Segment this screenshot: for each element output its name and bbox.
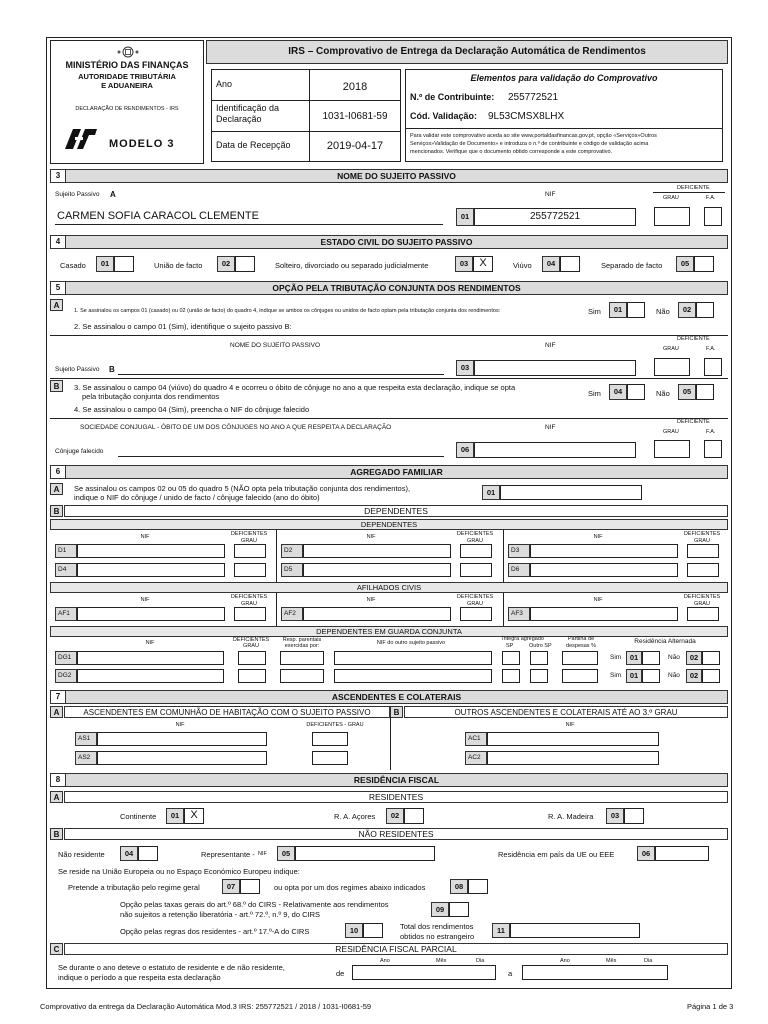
madeira-label: R. A. Madeira [548,812,594,821]
s5-grau-label-2: GRAU [663,429,679,435]
s8-code-11: 11 [492,923,510,938]
nao-residente-label: Não residente [58,850,105,859]
casado-checkbox[interactable] [114,256,134,272]
s3-fa-field[interactable] [704,207,722,226]
af-nif-field[interactable] [77,607,225,621]
section-7-header [50,690,728,704]
s5-b-sim-label: Sim [588,389,601,398]
dep-grau-header-3: GRAU [694,538,710,544]
regras-residentes-checkbox[interactable] [363,923,383,938]
dg-outro-sp-checkbox[interactable] [530,669,548,683]
representante-nif-small: NIF [258,851,267,857]
dep-nif-header-3: NIF [593,534,603,540]
s7-a-title: ASCENDENTES EM COMUNHÃO DE HABITAÇÃO COM O SUJEITO PASSIVO [64,706,390,718]
section-6-number: 6 [51,466,66,478]
section-6-header [50,465,728,479]
nao-residente-checkbox[interactable] [138,846,158,861]
s5-fa-label-2: F.A. [706,429,716,435]
sujeito-passivo-b-label: Sujeito Passivo [55,366,100,373]
s3-grau-label: GRAU [663,195,679,201]
section-5-header [50,281,728,295]
s5-sim-label: Sim [588,307,601,316]
guarda-conjunta-title: DEPENDENTES EM GUARDA CONJUNTA [50,626,728,637]
s7-b-title: OUTROS ASCENDENTES E COLATERAIS ATÉ AO 3.º GRAU [404,706,728,718]
dg-sim-label: Sim [610,672,622,679]
model-label: MODELO 3 [109,138,175,150]
ano-value: 2018 [342,81,368,93]
dependentes-subtitle: DEPENDENTES [50,519,728,530]
document-title: IRS – Comprovativo de Entrega da Declaração Automática de Rendimentos [288,46,646,57]
s5-a1-text: 1. Se assinalou os campos 01 (casado) ou 02 (união de facto) do quadro 4, indique se ambos os cônjuges ou unidos de facto optam pela tributação conjunta dos rendimentos: [74,308,501,314]
s4-code-03: 03 [455,256,473,272]
s5-grau-label: GRAU [663,346,679,352]
dep-def-header-3: DEFICIENTES [683,531,721,537]
s5-subsection-b: B [50,380,63,392]
section-4-number: 4 [51,236,66,248]
footer-left: Comprovativo da entrega da Declaração Automática Mod.3 IRS: 255772521 / 2018 / 1031-I0681-59 [40,1002,372,1011]
s5-b-nao-label: Não [656,389,670,398]
af-code: AF3 [508,607,530,621]
s5-sociedade-label: SOCIEDADE CONJUGAL - ÓBITO DE UM DOS CÔNJUGES NO ANO A QUE RESPEITA A DECLARAÇÃO [80,424,392,431]
af-code: AF2 [281,607,303,621]
dg-resp-header-2: exercidas por: [284,643,320,649]
af-grau-field[interactable] [460,607,492,621]
s6-a-text-2: indique o NIF do cônjuge / unido de facto / cônjuge falecido (ano do óbito) [74,493,320,502]
section-5-title: OPÇÃO PELA TRIBUTAÇÃO CONJUNTA DOS RENDIMENTOS [272,283,521,293]
s4-code-02: 02 [217,256,235,272]
section-3-number: 3 [51,170,66,182]
dg-nif-header: NIF [145,640,155,646]
dep-grau-field[interactable] [234,563,266,577]
taxas-gerais-checkbox[interactable] [449,902,469,917]
viuvo-label: Viúvo [513,261,532,270]
s8-code-06: 06 [637,846,655,861]
s5-grau-field-2[interactable] [654,440,690,458]
s4-code-05: 05 [676,256,694,272]
section-4-title: ESTADO CIVIL DO SUJEITO PASSIVO [320,237,473,247]
dg-nao-checkbox[interactable] [702,651,720,665]
periodo-de-mes-label: Mês [436,958,447,964]
madeira-checkbox[interactable] [624,808,644,824]
dep-nif-field[interactable] [303,544,451,558]
separado-label: Separado de facto [601,261,663,270]
residencia-parcial-text-2: indique o período a que respeita esta declaração [58,973,221,982]
s8-code-05: 05 [277,846,295,861]
dg-resp-field[interactable] [280,669,324,683]
authority-line-1: AUTORIDADE TRIBUTÁRIA [78,72,176,81]
dg-partilha-header-1: Partilha de [567,636,595,642]
s6-code-01: 01 [482,485,500,500]
dep-code: D3 [508,544,530,558]
af-nif-header-3: NIF [593,597,603,603]
viuvo-checkbox[interactable] [560,256,580,272]
dg-nif-outro-field[interactable] [334,669,492,683]
opcao-taxas-text-2: não sujeitos a retenção liberatória - art.º 72.º, n.º 9, do CIRS [120,910,320,919]
af-col-divider [276,593,277,626]
uniao-facto-label: União de facto [154,261,203,270]
as-code: AS2 [75,751,97,765]
ac-nif-field[interactable] [487,732,659,746]
dg-nif-outro-header: NIF do outro sujeito passivo [376,640,446,646]
s3-nif-label: NIF [545,191,556,198]
ac-code: AC1 [465,732,487,746]
header-logo-block [50,40,204,164]
s5-nome-sp-label: NOME DO SUJEITO PASSIVO [230,342,321,349]
dep-nif-header-1: NIF [140,534,150,540]
s3-code-01: 01 [456,208,474,226]
s4-code-04: 04 [542,256,560,272]
s5-code-03: 03 [456,360,474,376]
s5-a2-text: 2. Se assinalou o campo 01 (Sim), identifique o sujeito passivo B: [74,322,292,331]
s4-code-01: 01 [96,256,114,272]
af-nif-field[interactable] [530,607,678,621]
residencia-parcial-text-1: Se durante o ano deteve o estatuto de residente e de não residente, [58,963,285,972]
representante-label: Representante - [201,850,255,859]
validation-code-label: Cód. Validação: [410,111,478,121]
ministry-name: MINISTÉRIO DAS FINANÇAS [65,60,189,70]
section-7-title: ASCENDENTES E COLATERAIS [331,692,462,702]
section-8-header [50,773,728,787]
coat-of-arms-icon [115,45,141,59]
continente-label: Continente [120,812,157,821]
s8-code-03: 03 [606,808,624,824]
at-logo-icon [63,127,99,151]
nif-label: N.º de Contribuinte: [410,92,495,102]
s6-subsection-b: B [50,505,63,517]
s5-grau-field[interactable] [654,358,690,376]
dg-sim-checkbox[interactable] [642,651,660,665]
s3-nif-value: 255772521 [529,211,581,222]
dg-grau-field[interactable] [238,669,266,683]
pretende-label: Pretende a tributação pelo regime geral [68,883,200,892]
dg-code: DG1 [55,651,77,665]
af-col-divider [503,593,504,626]
af-code: AF1 [55,607,77,621]
s8-code-09: 09 [431,902,449,917]
periodo-a-label: a [508,969,513,978]
dg-nao-label: Não [668,654,680,661]
s5-fa-field-2[interactable] [704,440,722,458]
dg-residencia-alternada-header: Residência Alternada [634,638,696,645]
periodo-de-ano-label: Ano [380,958,390,964]
dg-outro-sp-checkbox[interactable] [530,651,548,665]
data-label: Data de Recepção [216,140,291,150]
ident-label-2: Declaração [216,114,262,124]
s6-conjuge-nif-field[interactable] [500,485,642,500]
periodo-de-dia-label: Dia [476,958,485,964]
validation-note-1: Para validar este comprovativo aceda ao site www.portaldasfinancas.gov.pt, opção «Serviços»Outros [410,133,657,139]
s5-b4-text: 4. Se assinalou o campo 04 (Sim), preencha o NIF do cônjuge falecido [74,405,310,414]
periodo-a-dia-label: Dia [644,958,653,964]
opcao-taxas-text-1: Opção pelas taxas gerais do art.º 68.º do CIRS - Relativamente aos rendimentos [120,900,389,909]
sujeito-passivo-a-label: Sujeito Passivo [55,191,100,198]
nao-residentes-title: NÃO RESIDENTES [64,828,728,840]
se-reside-text: Se reside na União Europeia ou no Espaço Económico Europeu indique: [58,867,300,876]
s8-code-02: 02 [386,808,404,824]
af-grau-header-3: GRAU [694,601,710,607]
data-value: 2019-04-17 [326,140,384,152]
af-nif-field[interactable] [303,607,451,621]
periodo-a-mes-label: Mês [606,958,617,964]
s8-code-07: 07 [222,879,240,894]
ou-opta-label: ou opta por um dos regimes abaixo indicados [274,883,426,892]
dep-code: D1 [55,544,77,558]
representante-nif-field[interactable] [295,846,435,861]
periodo-a-field[interactable] [522,965,668,980]
dg-outro-sp-header: Outro SP [529,643,552,649]
ident-label-1: Identificação da [216,103,280,113]
continente-mark: X [190,809,198,821]
dg-partilha-field[interactable] [562,669,598,683]
dg-nao-label: Não [668,672,680,679]
s5-fa-field[interactable] [704,358,722,376]
as-nif-field[interactable] [97,732,267,746]
validation-code-value: 9L53CMSX8LHX [488,111,565,122]
s7-a-nif-header: NIF [175,722,185,728]
s5-code-05: 05 [678,384,696,400]
section-3-header [50,169,728,183]
s5-nao-checkbox[interactable] [696,302,714,318]
af-def-header-1: DEFICIENTES [230,594,268,600]
dep-grau-header-1: GRAU [241,538,257,544]
dep-col-divider [276,530,277,582]
af-grau-header-2: GRAU [467,601,483,607]
dep-grau-field[interactable] [460,563,492,577]
solteiro-mark: X [479,257,487,269]
dep-col-divider [503,530,504,582]
s5-fa-label: F.A. [706,346,716,352]
dg-code-02: 02 [686,669,702,683]
ident-value: 1031-I0681-59 [322,111,388,122]
nif-value: 255772521 [508,92,559,103]
dep-grau-field[interactable] [687,544,719,558]
total-rendimentos-field[interactable] [510,923,640,938]
dep-grau-field[interactable] [460,544,492,558]
dep-code: D2 [281,544,303,558]
uniao-facto-checkbox[interactable] [235,256,255,272]
validation-title: Elementos para validação do Comprovativo [470,73,658,83]
s8-code-01: 01 [166,808,184,824]
dependentes-title: DEPENDENTES [64,505,728,517]
dep-nif-field[interactable] [303,563,451,577]
as-grau-field[interactable] [312,732,348,746]
dg-nao-checkbox[interactable] [702,669,720,683]
s5-code-01: 01 [609,302,627,318]
dg-resp-field[interactable] [280,651,324,665]
as-grau-field[interactable] [312,751,348,765]
section-6-title: AGREGADO FAMILIAR [350,467,443,477]
residencia-ue-field[interactable] [655,846,709,861]
dg-code: DG2 [55,669,77,683]
ac-code: AC2 [465,751,487,765]
validation-note-3: mencionados. Verifique que o documento obtido corresponde a este comprovativo. [410,149,613,155]
s7-b-nif-header: NIF [565,722,575,728]
s5-code-06: 06 [456,442,474,458]
s3-fa-label: F.A. [706,195,716,201]
dg-code-01: 01 [626,669,642,683]
dg-sp-checkbox[interactable] [502,669,520,683]
dep-def-header-2: DEFICIENTES [456,531,494,537]
s5-sim-checkbox[interactable] [627,302,645,318]
regime-geral-checkbox[interactable] [240,879,260,894]
total-rendimentos-text-2: obtidos no estrangeiro [400,932,475,941]
as-nif-field[interactable] [97,751,267,765]
sujeito-passivo-a-name: CARMEN SOFIA CARACOL CLEMENTE [57,210,259,222]
s7-a-def-header: DEFICIENTES - GRAU [306,722,364,728]
total-rendimentos-text-1: Total dos rendimentos [400,922,474,931]
opcao-residentes-text: Opção pelas regras dos residentes - art.º 17.º-A do CIRS [120,927,310,936]
sujeito-b-nif-field[interactable] [474,360,636,376]
residentes-title: RESIDENTES [64,791,728,803]
s5-b-nao-checkbox[interactable] [696,384,714,400]
section-8-title: RESIDÊNCIA FISCAL [353,775,440,785]
dg-partilha-header-2: despesas % [566,643,596,649]
dg-grau-header: GRAU [243,643,259,649]
s8-code-08: 08 [450,879,468,894]
s5-code-04: 04 [609,384,627,400]
s8-subsection-a: A [50,791,63,803]
af-grau-field[interactable] [687,607,719,621]
s8-subsection-b: B [50,828,63,840]
af-def-header-3: DEFICIENTES [683,594,721,600]
periodo-a-ano-label: Ano [560,958,570,964]
dg-partilha-field[interactable] [562,651,598,665]
s5-nao-label: Não [656,307,670,316]
s3-deficiente-label: DEFICIENTE [677,185,710,191]
af-grau-header-1: GRAU [241,601,257,607]
footer-page: Página 1 de 3 [687,1002,734,1011]
s8-subsection-c: C [50,943,63,955]
s5-b-sim-checkbox[interactable] [627,384,645,400]
s8-code-04: 04 [120,846,138,861]
dg-nif-field[interactable] [77,669,224,683]
s8-code-10: 10 [345,923,363,938]
as-code: AS1 [75,732,97,746]
periodo-de-label: de [336,969,345,978]
dg-code-02: 02 [686,651,702,665]
acores-checkbox[interactable] [404,808,424,824]
dg-grau-field[interactable] [238,651,266,665]
s5-b3-text-1: 3. Se assinalou o campo 04 (viúvo) do quadro 4 e ocorreu o óbito de cônjuge no ano a que respeita esta declaração, indique se opta [74,383,516,392]
periodo-de-field[interactable] [352,965,496,980]
acores-label: R. A. Açores [334,812,376,821]
declaration-type: DECLARAÇÃO DE RENDIMENTOS - IRS [75,106,179,112]
s7-subsection-a: A [50,706,63,718]
dep-grau-field[interactable] [234,544,266,558]
af-grau-field[interactable] [234,607,266,621]
separado-checkbox[interactable] [694,256,714,272]
dg-resp-header-1: Resp. parentais [282,637,322,643]
s5-deficiente-label: DEFICIENTE [677,336,710,342]
section-3-title: NOME DO SUJEITO PASSIVO [337,171,456,181]
dg-sim-label: Sim [610,654,622,661]
sujeito-passivo-b-letter: B [109,365,115,374]
dg-integra-header: Integra agregado [502,636,544,642]
dg-code-01: 01 [626,651,642,665]
dep-nif-header-2: NIF [366,534,376,540]
dg-sim-checkbox[interactable] [642,669,660,683]
sujeito-passivo-a-letter: A [110,190,116,199]
af-nif-header-1: NIF [140,597,150,603]
dep-nif-field[interactable] [530,544,678,558]
validation-note-2: Serviços»Validação de Documento» e introduza o n.º de contribuinte e código de validação acima [410,141,649,147]
s5-b3-text-2: pela tributação conjunta dos rendimentos [82,392,220,401]
s3-grau-field[interactable] [654,207,690,226]
s7-subsection-b: B [390,706,403,718]
conjuge-falecido-label: Cônjuge falecido [55,448,104,455]
section-8-number: 8 [51,774,66,786]
ano-label: Ano [216,79,233,89]
dg-sp-checkbox[interactable] [502,651,520,665]
solteiro-label: Solteiro, divorciado ou separado judicialmente [275,261,429,270]
dep-nif-field[interactable] [77,544,225,558]
conjuge-falecido-nif-field[interactable] [474,442,636,458]
s5-nif-label-2: NIF [545,424,556,431]
dep-code: D6 [508,563,530,577]
dg-nif-outro-field[interactable] [334,651,492,665]
s6-a-text-1: Se assinalou os campos 02 ou 05 do quadro 5 (NÃO opta pela tributação conjunta dos rendimentos), [74,484,411,493]
s5-subsection-a: A [50,299,63,311]
dg-nif-field[interactable] [77,651,224,665]
dg-sp-header: SP [506,643,514,649]
s5-deficiente-label-2: DEFICIENTE [677,419,710,425]
dep-def-header-1: DEFICIENTES [230,531,268,537]
header-title-bar [206,40,728,64]
dep-code: D5 [281,563,303,577]
casado-label: Casado [60,261,86,270]
ac-nif-field[interactable] [487,751,659,765]
s5-nif-label: NIF [545,342,556,349]
af-def-header-2: DEFICIENTES [456,594,494,600]
s6-subsection-a: A [50,483,63,495]
residencia-ue-label: Residência em país da UE ou EEE [498,850,615,859]
section-5-number: 5 [51,282,66,294]
dep-code: D4 [55,563,77,577]
residencia-parcial-title: RESIDÊNCIA FISCAL PARCIAL [64,943,728,955]
afilhados-title: AFILHADOS CIVIS [50,582,728,593]
section-7-number: 7 [51,691,66,703]
authority-line-2: E ADUANEIRA [101,81,153,90]
dep-nif-field[interactable] [77,563,225,577]
outros-regimes-checkbox[interactable] [468,879,488,894]
dep-nif-field[interactable] [530,563,678,577]
af-nif-header-2: NIF [366,597,376,603]
section-4-header [50,235,728,249]
dep-grau-header-2: GRAU [467,538,483,544]
dep-grau-field[interactable] [687,563,719,577]
dg-deficientes-header: DEFICIENTES [232,637,270,643]
s5-code-02: 02 [678,302,696,318]
